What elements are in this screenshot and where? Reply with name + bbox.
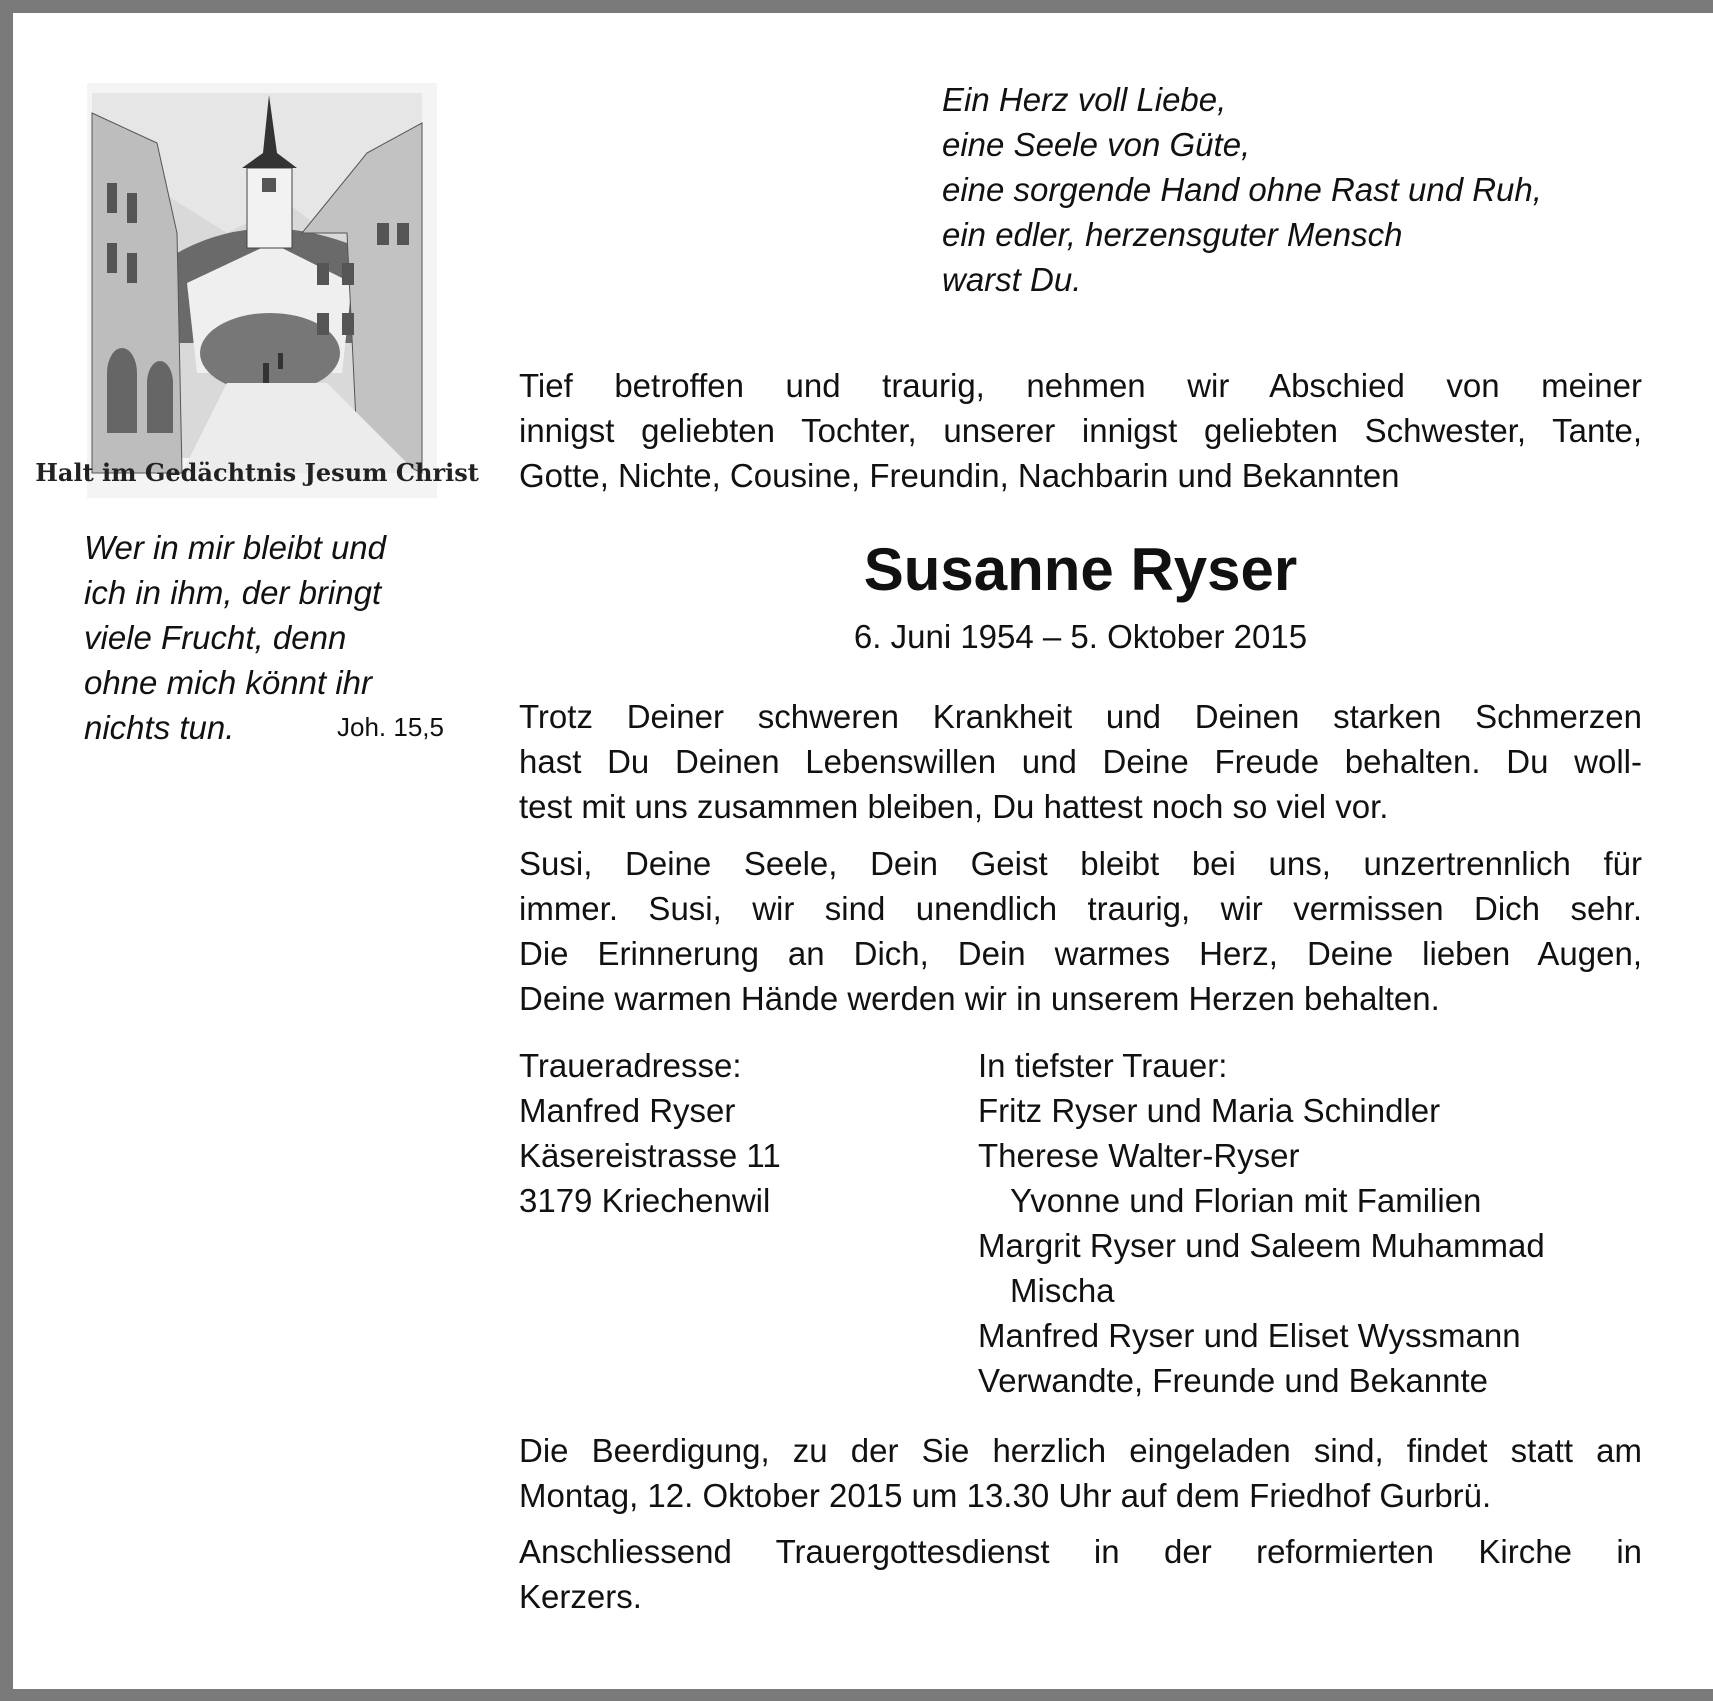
mourners-list: In tiefster Trauer: Fritz Ryser und Maria Schindler Therese Walter-Ryser Yvonne und Florian mit Familien Margrit Ryser und Saleem Muhammad Mischa Manfred Ryser und Eliset Wyssmann Verwandte, Freunde und Bekannte bbox=[978, 1047, 1545, 1399]
funeral-info: Die Beerdigung, zu der Sie herzlich eingeladen sind, findet statt am Montag, 12. Oktober 2015 um 13.30 Uhr auf dem Friedhof Gurbrü. bbox=[519, 1432, 1642, 1514]
deceased-name: Susanne Ryser bbox=[863, 536, 1298, 603]
church-village-illustration bbox=[35, 83, 479, 498]
obituary-page bbox=[13, 13, 1713, 1689]
intro-paragraph: Tief betroffen und traurig, nehmen wir Abschied von meiner innigst geliebten Tochter, unserer innigst geliebten Schwester, Tante, Gotte, Nichte, Cousine, Freundin, Nachbarin und Bekannten bbox=[519, 367, 1642, 494]
bible-quote: Wer in mir bleibt und ich in ihm, der bringt viele Frucht, denn ohne mich könnt ihr nichts tun. Joh. 15,5 bbox=[84, 525, 444, 750]
paragraph-illness: Trotz Deiner schweren Krankheit und Deinen starken Schmerzen hast Du Deinen Lebenswillen und Deine Freude behalten. Du woll- test mit uns zusammen bleiben, Du hattest noch so viel vor. bbox=[519, 698, 1642, 825]
paragraph-memory: Susi, Deine Seele, Dein Geist bleibt bei uns, unzertrennlich für immer. Susi, wir sind unendlich traurig, wir vermissen Dich sehr. Die Erinnerung an Dich, Dein warmes Herz, Deine lieben Augen, Deine warmen Hände werden wir in unserem Herzen behalten. bbox=[519, 845, 1642, 1017]
poem: Ein Herz voll Liebe, eine Seele von Güte, eine sorgende Hand ohne Rast und Ruh, ein edler, herzensguter Mensch warst Du. bbox=[942, 81, 1542, 298]
illustration-caption: Halt im Gedächtnis Jesum Christ bbox=[35, 458, 479, 487]
service-info: Anschliessend Trauergottesdienst in der reformierten Kirche in Kerzers. bbox=[519, 1533, 1642, 1615]
bible-reference: Joh. 15,5 bbox=[337, 712, 444, 742]
mourning-address: Traueradresse: Manfred Ryser Käsereistrasse 11 3179 Kriechenwil bbox=[519, 1047, 781, 1219]
life-dates: 6. Juni 1954 – 5. Oktober 2015 bbox=[853, 618, 1308, 655]
